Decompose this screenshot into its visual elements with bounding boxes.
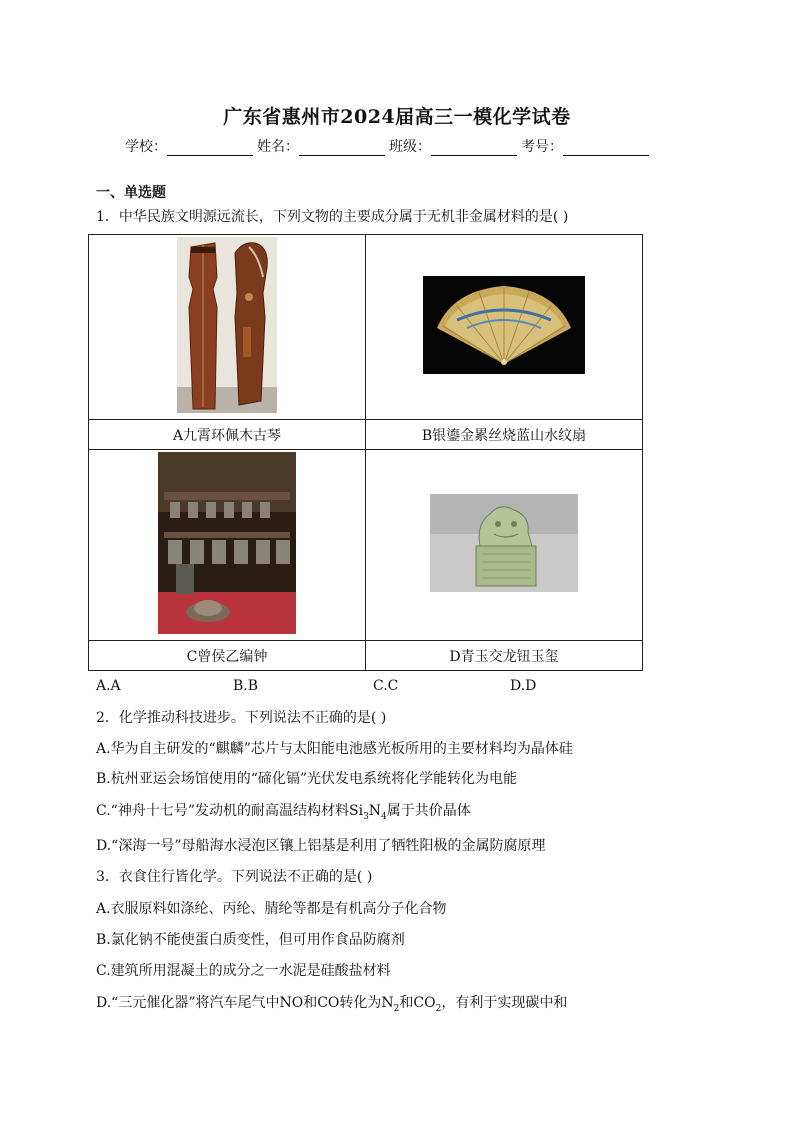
class-blank[interactable] [431, 139, 517, 156]
question-1-stem: 1．中华民族文明源远流长，下列文物的主要成分属于无机非金属材料的是( ) [96, 209, 569, 225]
option-a-caption: A九霄环佩木古琴 [89, 420, 366, 450]
question-3-option-c[interactable]: C.建筑所用混凝土的成分之一水泥是硅酸盐材料 [96, 963, 391, 979]
school-blank[interactable] [167, 139, 253, 156]
name-blank[interactable] [299, 139, 385, 156]
name-label: 姓名： [257, 139, 299, 155]
formula-n2: N [381, 995, 394, 1011]
bells-image-cell [89, 450, 366, 641]
option-d-text-and: 和 [399, 995, 414, 1011]
choice-d[interactable]: D.D [510, 678, 537, 694]
formula-subscript-3: 3 [363, 811, 369, 822]
formula-subscript-2b: 2 [435, 1003, 442, 1014]
student-info-row [125, 136, 653, 156]
option-d-text-post: ，有利于实现碳中和 [441, 995, 568, 1011]
formula-si: Si [348, 803, 364, 819]
option-c-text-post: 属于共价晶体 [386, 803, 471, 819]
formula-subscript-4: 4 [381, 811, 387, 822]
question-2-option-c[interactable] [96, 800, 471, 822]
formula-subscript-2a: 2 [393, 1003, 400, 1014]
option-d-text-pre: D.“三元催化器”将汽车尾气中NO和CO转化为 [96, 995, 382, 1011]
question-3-option-d[interactable] [96, 992, 567, 1014]
bells-image [158, 452, 296, 634]
question-2-option-d[interactable]: D.“深海一号”母船海水浸泡区镶上铝基是利用了牺牲阳极的金属防腐原理 [96, 838, 546, 854]
seal-image-cell [366, 450, 643, 641]
guqin-image [177, 237, 277, 413]
question-3-option-a[interactable]: A.衣服原料如涤纶、丙纶、腈纶等都是有机高分子化合物 [96, 901, 447, 917]
section-heading: 一、单选题 [96, 185, 166, 201]
guqin-image-cell [89, 235, 366, 420]
option-b-caption: B银鎏金累丝烧蓝山水纹扇 [366, 420, 643, 450]
school-label: 学校： [125, 139, 167, 155]
question-2-stem: 2．化学推动科技进步。下列说法不正确的是( ) [96, 710, 387, 726]
question-3-option-b[interactable]: B.氯化钠不能使蛋白质变性，但可用作食品防腐剂 [96, 932, 405, 948]
artifact-table [88, 234, 643, 671]
choice-b[interactable]: B.B [233, 678, 259, 694]
class-label: 班级： [389, 139, 431, 155]
exam-number-label: 考号： [521, 139, 563, 155]
option-c-text-pre: C.“神舟十七号”发动机的耐高温结构材料 [96, 803, 349, 819]
question-3-stem: 3．衣食住行皆化学。下列说法不正确的是( ) [96, 869, 373, 885]
seal-image [430, 494, 578, 592]
exam-number-blank[interactable] [563, 139, 649, 156]
exam-title: 广东省惠州市2024届高三一模化学试卷 [223, 106, 571, 128]
choice-a[interactable]: A.A [96, 678, 121, 694]
formula-co2: CO [413, 995, 436, 1011]
fan-image-cell [366, 235, 643, 420]
choice-c[interactable]: C.C [373, 678, 399, 694]
formula-n: N [368, 803, 382, 819]
question-2-option-b[interactable]: B.杭州亚运会场馆使用的“碲化镉”光伏发电系统将化学能转化为电能 [96, 771, 518, 787]
fan-image [423, 276, 585, 374]
option-c-caption: C曾侯乙编钟 [89, 641, 366, 671]
question-2-option-a[interactable]: A.华为自主研发的“麒麟”芯片与太阳能电池感光板所用的主要材料均为晶体硅 [96, 741, 573, 757]
option-d-caption: D青玉交龙钮玉玺 [366, 641, 643, 671]
